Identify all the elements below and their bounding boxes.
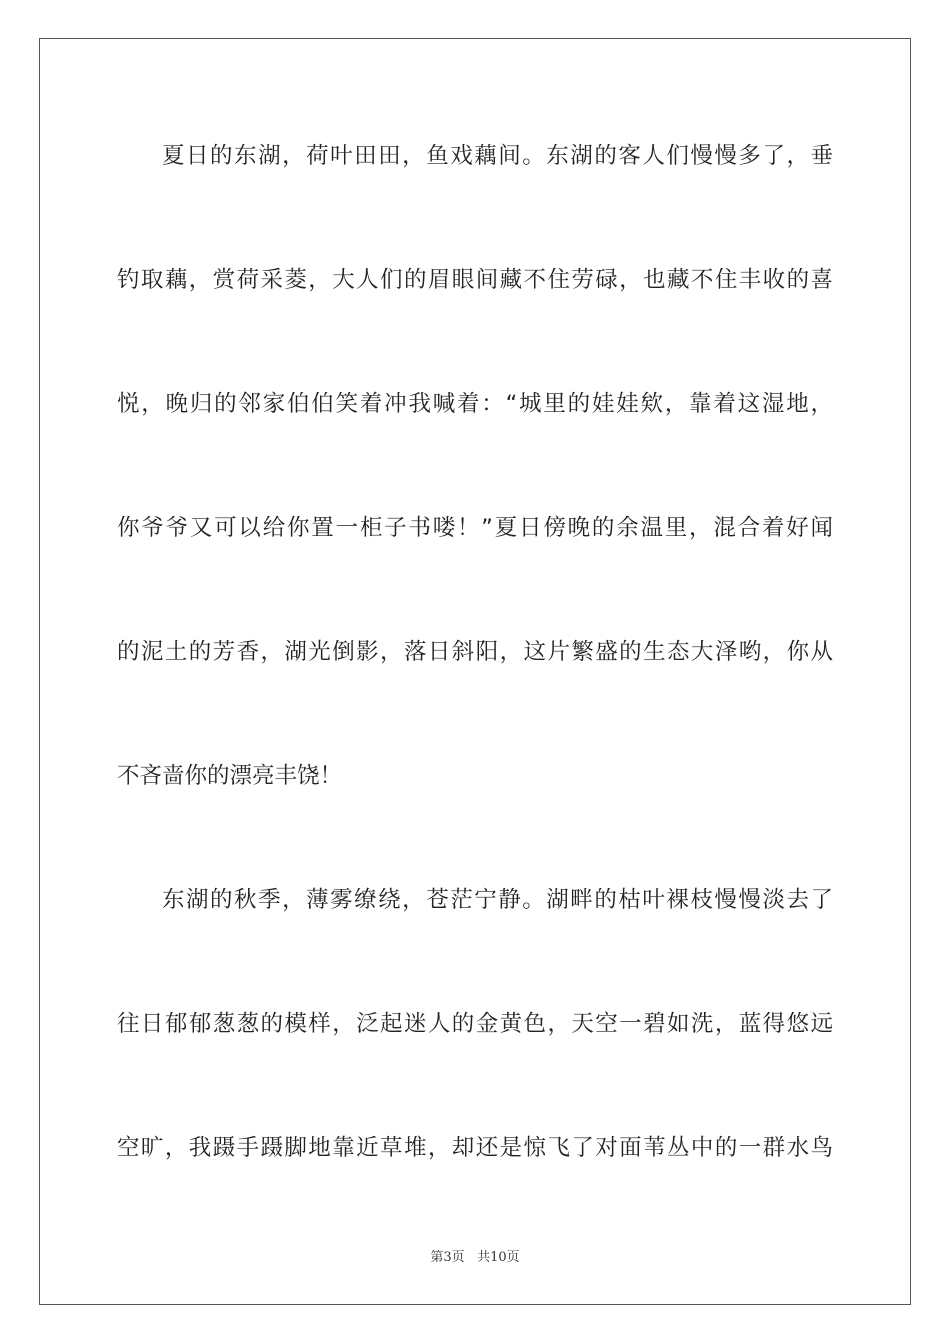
text-line: 东湖的秋季，薄雾缭绕，苍茫宁静。湖畔的枯叶裸枝慢慢淡去了 xyxy=(162,887,833,913)
page-number: 第3页 xyxy=(430,1250,465,1265)
page-total: 共10页 xyxy=(477,1250,520,1265)
text-line: 你爷爷又可以给你置一柜子书喽！”夏日傍晚的余温里，混合着好闻 xyxy=(117,515,833,541)
text-line: 夏日的东湖，荷叶田田，鱼戏藕间。东湖的客人们慢慢多了，垂 xyxy=(162,143,833,169)
page-footer xyxy=(0,1248,950,1268)
text-line: 的泥土的芳香，湖光倒影，落日斜阳，这片繁盛的生态大泽哟，你从 xyxy=(117,639,833,665)
document-body xyxy=(117,118,833,1234)
text-line: 不吝啬你的漂亮丰饶！ xyxy=(117,763,343,789)
text-line: 往日郁郁葱葱的模样，泛起迷人的金黄色，天空一碧如洗，蓝得悠远 xyxy=(117,1011,833,1037)
text-line: 悦，晚归的邻家伯伯笑着冲我喊着：“城里的娃娃欸，靠着这湿地， xyxy=(117,391,833,417)
text-line: 钓取藕，赏荷采菱，大人们的眉眼间藏不住劳碌，也藏不住丰收的喜 xyxy=(117,267,833,293)
text-line: 空旷，我蹑手蹑脚地靠近草堆，却还是惊飞了对面苇丛中的一群水鸟 xyxy=(117,1135,833,1161)
